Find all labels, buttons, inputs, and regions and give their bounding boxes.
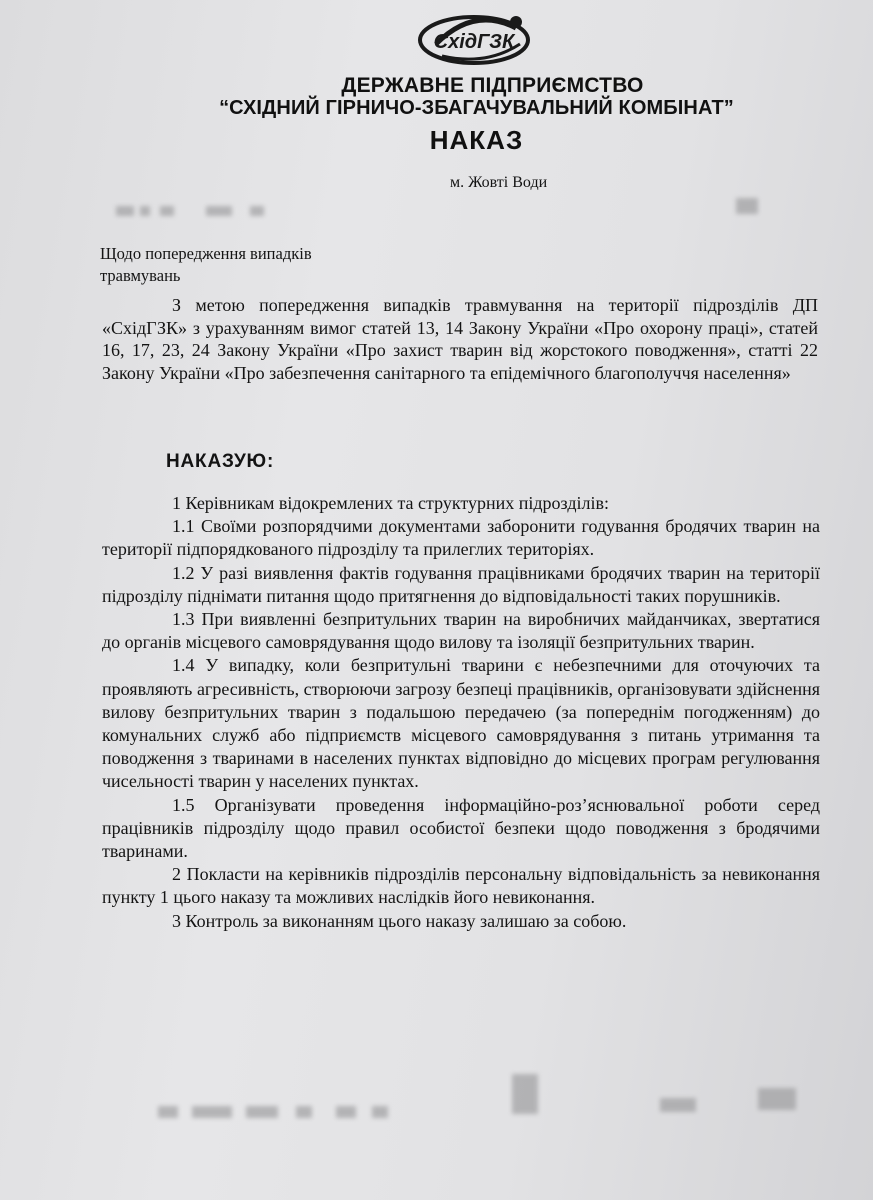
redacted-signatory bbox=[372, 1106, 388, 1118]
redacted-date bbox=[250, 206, 264, 216]
document-city: м. Жовті Води bbox=[450, 174, 548, 191]
logo-text: СхідГЗК bbox=[433, 31, 515, 53]
redacted-signatory bbox=[336, 1106, 356, 1118]
redacted-name bbox=[660, 1098, 696, 1112]
order-item: 2 Покласти на керівників підрозділів персональну відповідальність за невиконання пункту 1 цього наказу та можливих наслідків його невиконання. bbox=[102, 864, 820, 908]
order-subject bbox=[100, 243, 312, 287]
redacted-signatory bbox=[192, 1106, 232, 1118]
logo-emblem-icon bbox=[416, 10, 531, 72]
redacted-signatory bbox=[296, 1106, 312, 1118]
redacted-date bbox=[206, 206, 232, 216]
redacted-date bbox=[116, 206, 134, 216]
order-item: 1.1 Своїми розпорядчими документами заборонити годування бродячих тварин на території підпорядкованого підрозділу та прилеглих територіях. bbox=[102, 516, 820, 560]
document-title: НАКАЗ bbox=[429, 125, 524, 155]
order-item: 1.2 У разі виявлення фактів годування працівниками бродячих тварин на території підрозділу піднімати питання щодо притягнення до відповідальності таких порушників. bbox=[102, 562, 820, 606]
subject-line: травмувань bbox=[100, 266, 181, 285]
order-items bbox=[102, 492, 820, 933]
order-item: 3 Контроль за виконанням цього наказу залишаю за собою. bbox=[172, 910, 627, 931]
redacted-name bbox=[758, 1088, 796, 1110]
order-item: 1.3 При виявленні безпритульних тварин на виробничих майданчиках, звертатися до органів місцевого самоврядування щодо вилову та ізоляції безпритульних тварин. bbox=[102, 609, 820, 653]
order-directive-heading: НАКАЗУЮ: bbox=[166, 451, 275, 472]
company-logo bbox=[416, 10, 531, 72]
redacted-number bbox=[736, 198, 758, 214]
redacted-signature bbox=[512, 1074, 538, 1114]
redacted-signature-block bbox=[0, 1092, 873, 1132]
redacted-date bbox=[160, 206, 174, 216]
redacted-signatory bbox=[246, 1106, 278, 1118]
preamble-paragraph: З метою попередження випадків травмування на території підрозділів ДП «СхідГЗК» з урахуванням вимог статей 13, 14 Закону України «Про охорону праці», статей 16, 17, 23, 24 Закону України «Про захист тварин від жорстокого поводження», статті 22 Закону України «Про забезпечення санітарного та епідемічного благополуччя населення» bbox=[102, 295, 818, 383]
order-item: 1 Керівникам відокремлених та структурних підрозділів: bbox=[172, 493, 609, 513]
order-item: 1.4 У випадку, коли безпритульні тварини є небезпечними для оточуючих та проявляють агресивність, створюючи загрозу безпеці працівників, організовувати здійснення вилову безпритульних тварин з подальшою передачею (за попереднім погодженням) до комунальних служб або підприємств місцевого самоврядування з питань утримання та поводження з тваринами в населених пунктах відповідно до місцевих програм регулювання чисельності тварин у населених пунктах. bbox=[102, 655, 820, 792]
redacted-date bbox=[140, 206, 150, 216]
subject-line: Щодо попередження випадків bbox=[100, 244, 312, 263]
order-item: 1.5 Організувати проведення інформаційно-роз’яснювальної роботи серед працівників підрозділу щодо правил особистої безпеки щодо поводження з бродячими тваринами. bbox=[102, 794, 820, 862]
order-preamble bbox=[102, 294, 818, 384]
redacted-signatory bbox=[158, 1106, 178, 1118]
organization-type: ДЕРЖАВНЕ ПІДПРИЄМСТВО bbox=[341, 74, 644, 97]
organization-name: “СХІДНИЙ ГІРНИЧО-ЗБАГАЧУВАЛЬНИЙ КОМБІНАТ” bbox=[219, 97, 734, 119]
